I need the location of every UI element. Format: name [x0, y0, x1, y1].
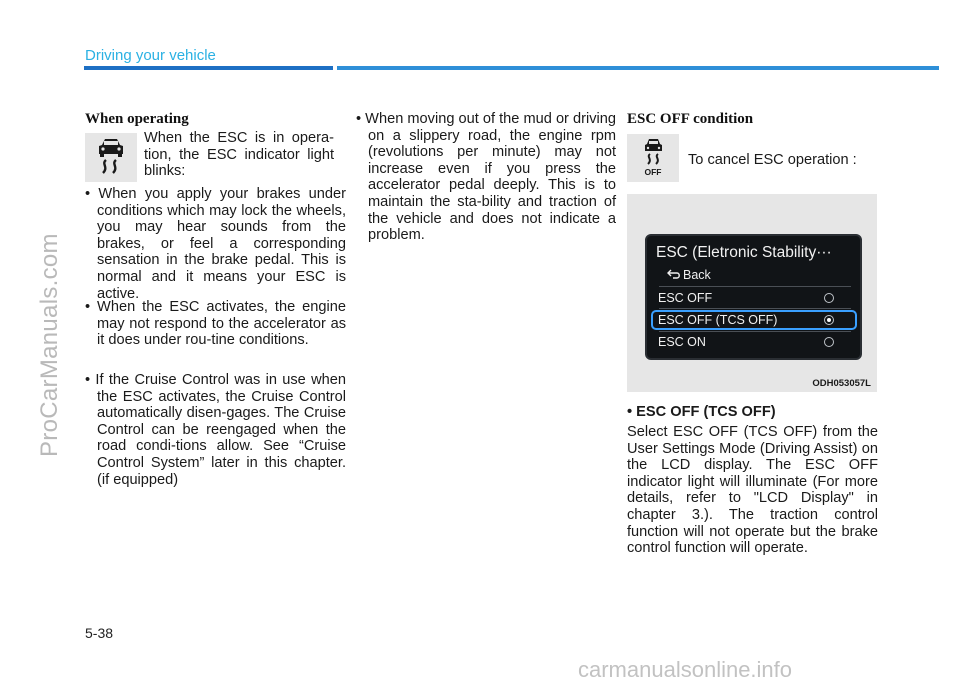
- figure-code: ODH053057L: [812, 378, 871, 389]
- esc-off-indicator-icon: [627, 134, 679, 182]
- bullet-mud: • When moving out of the mud or driving on a slippery road, the engine rpm (revolutions per minute) may not increase even if you press the accelerator pedal deeply. This is to maintain the sta-bility and traction of the vehicle and does not indicate a problem.: [356, 111, 616, 244]
- lcd-back-label: Back: [683, 268, 711, 282]
- esc-off-tcs-off-body: Select ESC OFF (TCS OFF) from the User Settings Mode (Driving Assist) on the LCD display. The ESC OFF indicator light will illuminate (For more details, refer to "LCD Display" in chapter 3.). The traction control function will not operate but the brake control function will operate.: [627, 424, 878, 557]
- side-watermark: ProCarManuals.com: [36, 232, 63, 457]
- cancel-esc-intro: To cancel ESC operation :: [688, 152, 857, 168]
- lcd-option-label: ESC ON: [658, 335, 706, 349]
- lcd-option-label: ESC OFF: [658, 291, 713, 305]
- heading-when-operating: When operating: [85, 111, 189, 127]
- subheading-esc-off-tcs-off: • ESC OFF (TCS OFF): [627, 404, 776, 420]
- lcd-option-esc-on[interactable]: [658, 333, 846, 351]
- radio-esc-off[interactable]: [824, 293, 834, 303]
- heading-esc-off-condition: ESC OFF condition: [627, 111, 754, 127]
- back-arrow-icon: [667, 266, 683, 284]
- lcd-screen: [645, 234, 862, 360]
- lcd-title: ESC (Eletronic Stability···: [656, 244, 832, 261]
- lcd-option-esc-off[interactable]: [658, 289, 846, 307]
- page-number: 5-38: [85, 625, 114, 641]
- lcd-option-label: ESC OFF (TCS OFF): [658, 313, 778, 327]
- header-rule: [84, 66, 939, 70]
- esc-indicator-icon: [85, 133, 137, 182]
- radio-esc-off-tcs-off[interactable]: [824, 315, 834, 325]
- esc-off-icon-label: OFF: [644, 167, 662, 177]
- bullet-cruise: • If the Cruise Control was in use when the ESC activates, the Cruise Control automatically disen-gages. The Cruise Control can be reengaged when the road condi-tions allow. See “Cruise Control System” later in this chapter. (if equipped): [85, 372, 346, 488]
- esc-blink-intro: When the ESC is in opera-tion, the ESC indicator light blinks:: [144, 130, 334, 180]
- lcd-option-esc-off-tcs-off[interactable]: [658, 311, 846, 329]
- section-title: Driving your vehicle: [85, 47, 216, 64]
- bullet-engine: • When the ESC activates, the engine may not respond to the accelerator as it does under rou-tine conditions.: [85, 299, 346, 349]
- lcd-back-row[interactable]: [667, 266, 855, 284]
- radio-esc-on[interactable]: [824, 337, 834, 347]
- bullet-brakes: • When you apply your brakes under conditions which may lock the wheels, you may hear sounds from the brakes, or feel a corresponding sensation in the brake pedal. This is normal and it means your ESC is active.: [85, 186, 346, 302]
- lcd-figure: [627, 194, 877, 392]
- bottom-watermark: carmanualsonline.info: [578, 657, 793, 682]
